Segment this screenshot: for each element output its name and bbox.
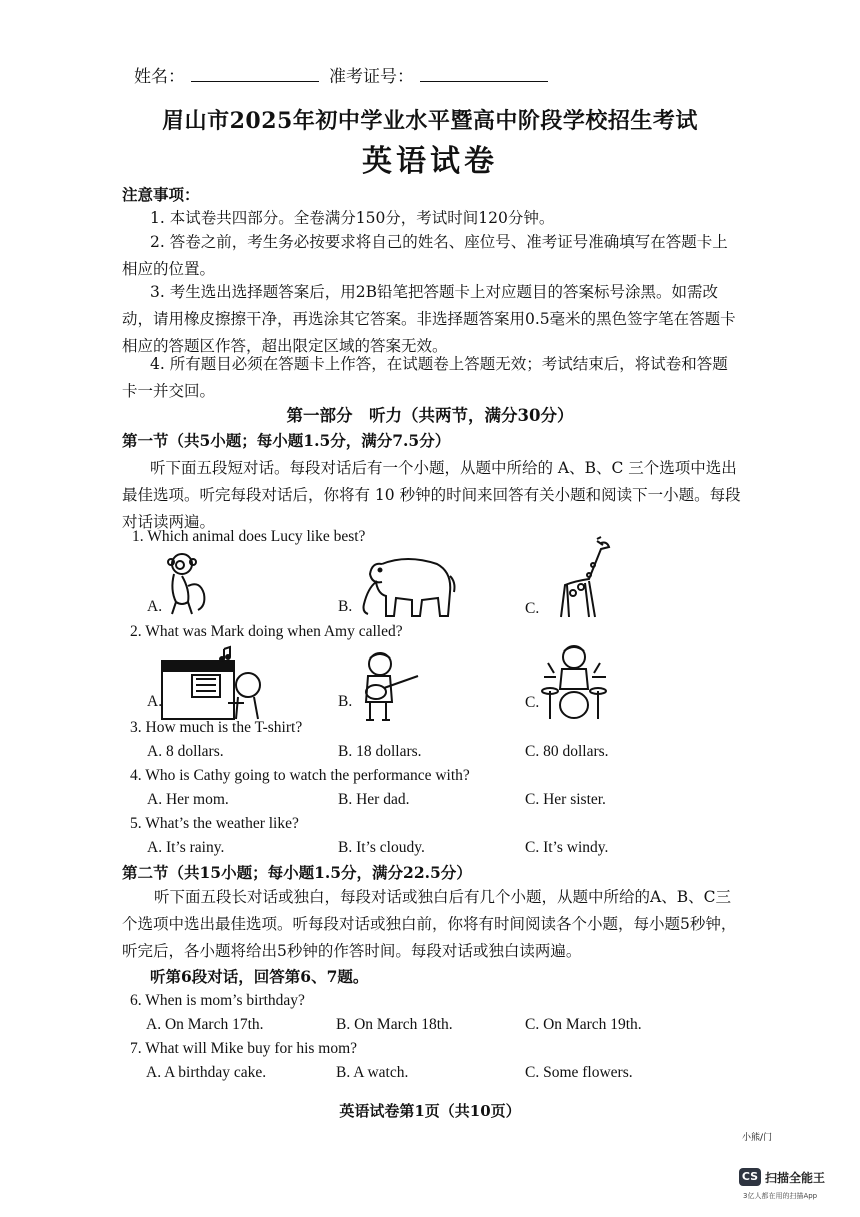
q1-option-b[interactable]: B. bbox=[338, 598, 353, 615]
q4-text: 4. Who is Cathy going to watch the performance with? bbox=[130, 767, 470, 784]
note-1: 1. 本试卷共四部分。全卷满分150分，考试时间120分钟。 bbox=[150, 209, 555, 227]
scanner-watermark bbox=[739, 1168, 825, 1186]
note-4: 4. 所有题目必须在答题卡上作答，在试题卷上答题无效；考试结束后，将试卷和答题卡一并交回。 bbox=[122, 355, 728, 400]
name-blank[interactable] bbox=[191, 67, 319, 82]
footer-stamp: 小熊/门 bbox=[742, 1133, 773, 1143]
section2-instructions: 听下面五段长对话或独白，每段对话或独白后有几个小题，从题中所给的A、B、C三个选项中选出最佳选项。听每段对话或独白前，你将有时间阅读各个小题，每小题5秒钟，听完后，各小题将给出5秒钟的作答时间。每段对话或独白读两遍。 bbox=[122, 888, 737, 960]
q3-option-a[interactable]: A. 8 dollars. bbox=[147, 743, 224, 760]
q4-option-c[interactable]: C. Her sister. bbox=[525, 791, 606, 808]
section1-instructions: 听下面五段短对话。每段对话后有一个小题，从题中所给的 A、B、C 三个选项中选出最佳选项。听完每段对话后，你将有 10 秒钟的时间来回答有关小题和阅读下一小题。每段对话读两遍。 bbox=[122, 459, 741, 531]
monkey-icon bbox=[160, 550, 210, 620]
part1-title: 第一部分 听力（共两节，满分30分） bbox=[286, 406, 574, 425]
section1-title: 第一节（共5小题；每小题1.5分，满分7.5分） bbox=[122, 431, 451, 450]
q6-text: 6. When is mom’s birthday? bbox=[130, 992, 305, 1009]
q5-option-c[interactable]: C. It’s windy. bbox=[525, 839, 609, 856]
q5-option-b[interactable]: B. It’s cloudy. bbox=[338, 839, 425, 856]
q2-text: 2. What was Mark doing when Amy called? bbox=[130, 623, 403, 640]
q7-option-a[interactable]: A. A birthday cake. bbox=[146, 1064, 267, 1081]
section2-title: 第二节（共15小题；每小题1.5分，满分22.5分） bbox=[122, 863, 472, 882]
q4-option-a[interactable]: A. Her mom. bbox=[147, 791, 229, 808]
q2-option-b[interactable]: B. bbox=[338, 693, 353, 710]
header-fields bbox=[134, 66, 558, 88]
q2-option-c[interactable]: C. bbox=[525, 694, 540, 711]
notes-heading: 注意事项： bbox=[122, 185, 200, 204]
q1-text: 1. Which animal does Lucy like best? bbox=[132, 528, 366, 545]
scanner-slogan: 3亿人都在用的扫描App bbox=[743, 1192, 818, 1200]
q1-option-c[interactable]: C. bbox=[525, 600, 540, 617]
q6-option-c[interactable]: C. On March 19th. bbox=[525, 1016, 642, 1033]
elephant-icon bbox=[352, 552, 462, 622]
guitar-icon bbox=[354, 650, 424, 722]
q5-text: 5. What’s the weather like? bbox=[130, 815, 299, 832]
q4-option-b[interactable]: B. Her dad. bbox=[338, 791, 410, 808]
exam-title: 眉山市2025年初中学业水平暨高中阶段学校招生考试 bbox=[162, 108, 698, 134]
q7-option-b[interactable]: B. A watch. bbox=[336, 1064, 409, 1081]
id-label: 准考证号： bbox=[329, 67, 414, 87]
id-blank[interactable] bbox=[420, 67, 548, 82]
q3-text: 3. How much is the T-shirt? bbox=[130, 719, 303, 736]
q6-option-a[interactable]: A. On March 17th. bbox=[146, 1016, 264, 1033]
q3-option-c[interactable]: C. 80 dollars. bbox=[525, 743, 609, 760]
q5-option-a[interactable]: A. It’s rainy. bbox=[147, 839, 225, 856]
q7-text: 7. What will Mike buy for his mom? bbox=[130, 1040, 358, 1057]
section2-subheading: 听第6段对话，回答第6、7题。 bbox=[150, 967, 369, 986]
q1-option-a[interactable]: A. bbox=[147, 598, 163, 615]
note-3: 3. 考生选出选择题答案后，用2B铅笔把答题卡上对应题目的答案标号涂黑。如需改动，请用橡皮擦擦干净，再选涂其它答案。非选择题答案用0.5毫米的黑色签字笔在答题卡相应的答题区作答，超出限定区域的答案无效。 bbox=[122, 283, 736, 355]
paper-title: 英语试卷 bbox=[362, 144, 498, 179]
page-footer: 英语试卷第1页（共10页） bbox=[339, 1102, 521, 1120]
q3-option-b[interactable]: B. 18 dollars. bbox=[338, 743, 422, 760]
q2-option-a[interactable]: A. bbox=[147, 693, 163, 710]
q6-option-b[interactable]: B. On March 18th. bbox=[336, 1016, 453, 1033]
giraffe-icon bbox=[545, 535, 615, 620]
name-label: 姓名： bbox=[134, 67, 185, 87]
piano-icon bbox=[158, 645, 268, 721]
cs-logo-icon: CS bbox=[739, 1168, 761, 1186]
q7-option-c[interactable]: C. Some flowers. bbox=[525, 1064, 633, 1081]
scanner-name: 扫描全能王 bbox=[765, 1170, 826, 1185]
drums-icon bbox=[540, 643, 610, 723]
note-2: 2. 答卷之前，考生务必按要求将自己的姓名、座位号、准考证号准确填写在答题卡上相应的位置。 bbox=[122, 233, 728, 278]
